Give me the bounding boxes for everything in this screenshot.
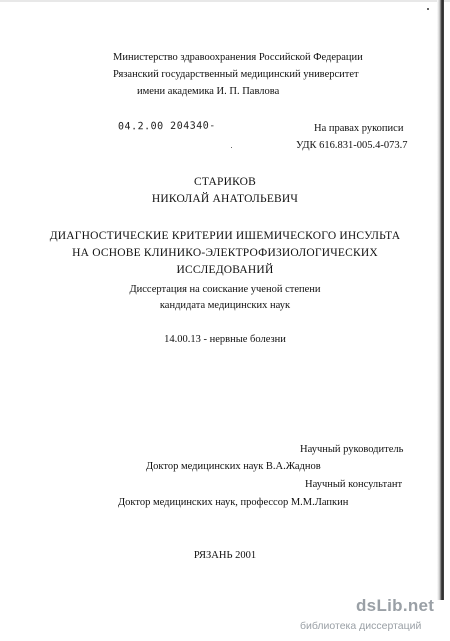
ministry-line: Министерство здравоохранения Российской Федерации [113,52,363,63]
thesis-title-line-3: ИССЛЕДОВАНИЙ [176,264,274,276]
page-edge-top [0,0,450,2]
consultant-name: Доктор медицинских наук, профессор М.М.Лапкин [118,497,349,508]
degree-line-2: кандидата медицинских наук [159,300,291,311]
university-line: Рязанский государственный медицинский университет [113,69,359,80]
named-after-line: имени академика И. П. Павлова [137,86,280,97]
thesis-title-line-2: НА ОСНОВЕ КЛИНИКО-ЭЛЕКТРОФИЗИОЛОГИЧЕСКИХ [72,247,378,259]
thesis-title-line-1: ДИАГНОСТИЧЕСКИЕ КРИТЕРИИ ИШЕМИЧЕСКОГО ИНСУЛЬТА [49,230,401,242]
supervisor-name: Доктор медицинских наук В.А.Жаднов [146,461,321,472]
scan-speck [231,147,232,148]
author-names: НИКОЛАЙ АНАТОЛЬЕВИЧ [151,193,299,205]
watermark-logo: dsLib.net [356,596,435,615]
degree-line-1: Диссертация на соискание ученой степени [129,284,321,295]
dslib-watermark [300,596,446,638]
manuscript-rights: На правах рукописи [314,123,404,134]
scan-speck [427,8,429,10]
place-year: РЯЗАНЬ 2001 [193,550,257,561]
author-surname: СТАРИКОВ [193,176,257,188]
supervisor-label: Научный руководитель [300,444,404,455]
consultant-label: Научный консультант [305,479,403,490]
specialty-code: 14.00.13 - нервные болезни [164,334,286,345]
udc-code: УДК 616.831-005.4-073.7 [296,140,408,151]
watermark-subtitle: библиотека диссертаций [300,620,422,632]
library-stamp: 04.2.00 204340- [117,120,216,133]
